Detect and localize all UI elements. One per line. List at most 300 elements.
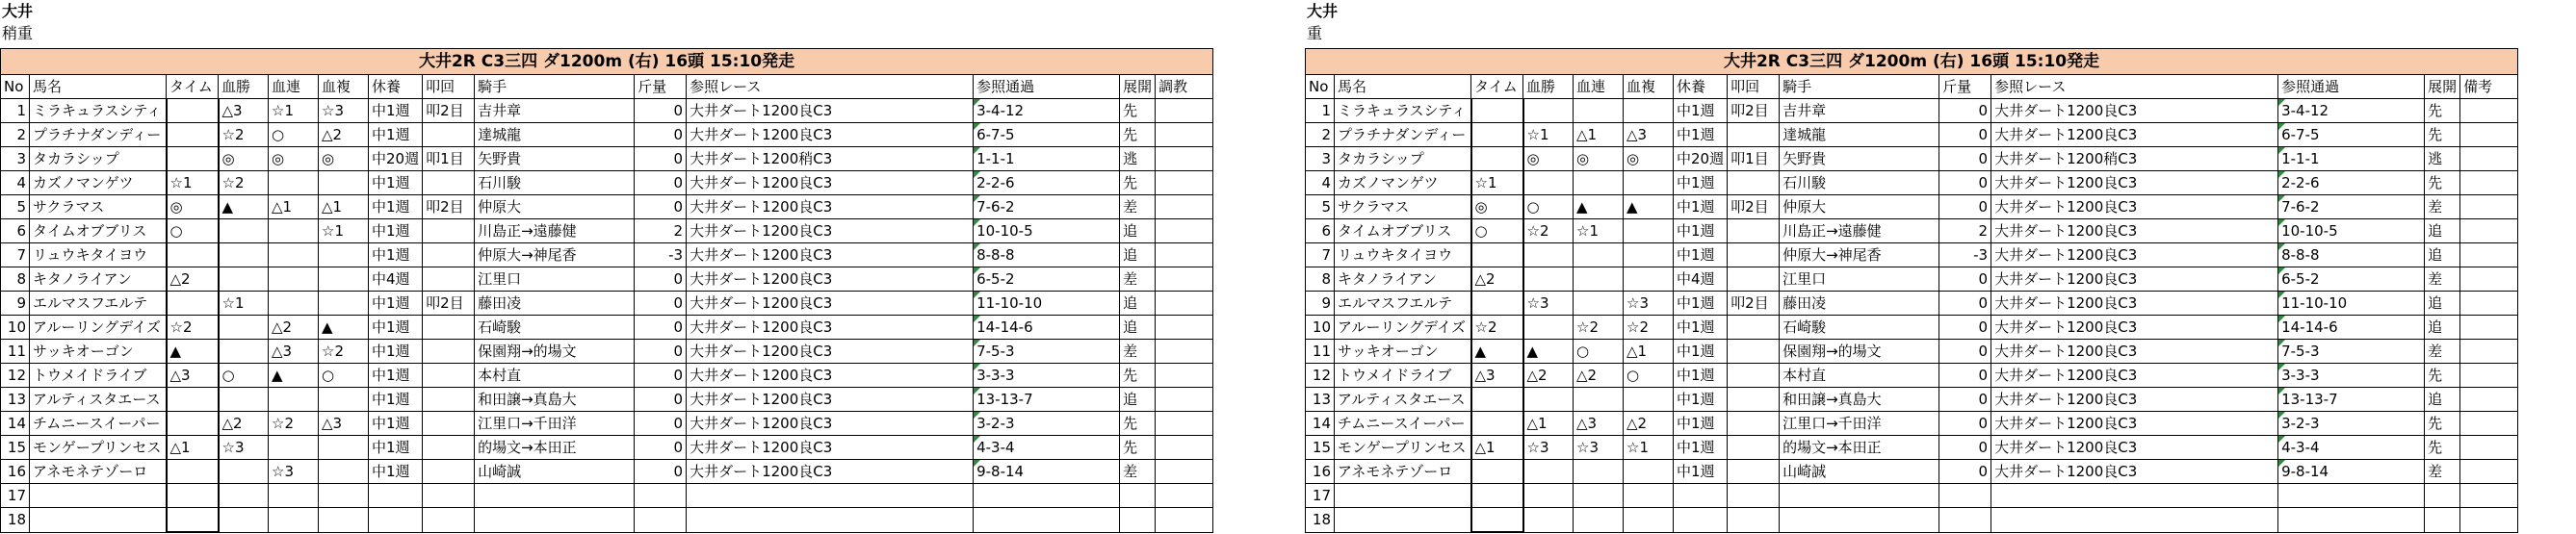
right-cell: 10-10-5: [2278, 219, 2425, 243]
right-cell: [1523, 243, 1574, 267]
right-cell: △2: [1523, 364, 1574, 388]
left-cell: [1156, 147, 1213, 171]
right-cell: ☆3: [1523, 292, 1574, 316]
left-column-header: 血勝: [219, 75, 269, 99]
right-track-condition: 重: [1307, 24, 1323, 42]
right-cell: 中1週: [1674, 243, 1728, 267]
right-cell: 叩2目: [1728, 195, 1780, 219]
left-cell: 4: [1, 171, 30, 195]
left-cell: 9-8-14: [974, 460, 1120, 484]
left-cell: [319, 436, 369, 460]
left-cell: 中1週: [369, 364, 423, 388]
right-column-header: 血連: [1574, 75, 1624, 99]
left-cell: 藤田凌: [475, 292, 635, 316]
right-cell: 大井ダート1200良C3: [1991, 123, 2278, 147]
left-cell: 山崎誠: [475, 460, 635, 484]
right-cell: [1574, 484, 1624, 508]
right-column-header: 斤量: [1939, 75, 1991, 99]
right-cell: 0: [1939, 99, 1991, 123]
right-cell: 大井ダート1200良C3: [1991, 99, 2278, 123]
left-cell: [423, 171, 475, 195]
left-cell: [1156, 460, 1213, 484]
right-cell: [2460, 388, 2518, 412]
left-cell: [319, 243, 369, 267]
right-cell: 11: [1306, 340, 1335, 364]
left-cell: [1156, 195, 1213, 219]
left-cell: [369, 484, 423, 508]
right-column-header-row: [1306, 75, 2518, 99]
right-cell: 大井ダート1200良C3: [1991, 436, 2278, 460]
right-cell: 大井ダート1200良C3: [1991, 267, 2278, 292]
left-cell: [30, 508, 167, 533]
left-cell: 中1週: [369, 460, 423, 484]
right-cell: 山崎誠: [1780, 460, 1939, 484]
right-cell: [2460, 267, 2518, 292]
right-cell: [1728, 508, 1780, 533]
left-cell: 先: [1120, 123, 1156, 147]
table-row: [1306, 460, 2518, 484]
right-cell: [2460, 243, 2518, 267]
right-cell: 0: [1939, 195, 1991, 219]
right-cell: アネモネテゾーロ: [1335, 460, 1471, 484]
right-cell: 追: [2425, 243, 2460, 267]
right-cell: ☆2: [1574, 316, 1624, 340]
right-cell: [1728, 267, 1780, 292]
left-column-header: 斤量: [635, 75, 687, 99]
left-cell: タカラシップ: [30, 147, 167, 171]
right-cell: 大井ダート1200良C3: [1991, 292, 2278, 316]
right-cell: 中1週: [1674, 171, 1728, 195]
right-cell: リュウキタイヨウ: [1335, 243, 1471, 267]
table-row: [1, 388, 1213, 412]
right-cell: -3: [1939, 243, 1991, 267]
left-cell: エルマスフエルテ: [30, 292, 167, 316]
right-cell: ○: [1523, 195, 1574, 219]
right-cell: 逃: [2425, 147, 2460, 171]
left-cell: 中1週: [369, 195, 423, 219]
right-cell: ☆1: [1471, 171, 1523, 195]
right-cell: アルティスタエース: [1335, 388, 1471, 412]
right-cell: 叩2目: [1728, 292, 1780, 316]
left-cell: ☆2: [319, 340, 369, 364]
left-cell: △3: [269, 340, 319, 364]
left-cell: 中1週: [369, 219, 423, 243]
right-cell: 差: [2425, 267, 2460, 292]
right-cell: [2425, 484, 2460, 508]
right-cell: △3: [1471, 364, 1523, 388]
left-cell: [1156, 340, 1213, 364]
right-cell: [1471, 99, 1523, 123]
left-cell: 矢野貴: [475, 147, 635, 171]
right-cell: 0: [1939, 460, 1991, 484]
right-cell: 中1週: [1674, 388, 1728, 412]
left-column-header-row: [1, 75, 1213, 99]
left-cell: キタノライアン: [30, 267, 167, 292]
left-cell: 中4週: [369, 267, 423, 292]
left-column-header: No: [1, 75, 30, 99]
left-cell: 14-14-6: [974, 316, 1120, 340]
right-column-header: 参照レース: [1991, 75, 2278, 99]
right-cell: [2460, 340, 2518, 364]
right-cell: 5: [1306, 195, 1335, 219]
left-cell: [1156, 123, 1213, 147]
left-cell: [269, 243, 319, 267]
table-row: [1306, 436, 2518, 460]
left-cell: 叩2目: [423, 99, 475, 123]
left-column-header: 参照通過: [974, 75, 1120, 99]
right-cell: 江里口: [1780, 267, 1939, 292]
left-cell: [1156, 267, 1213, 292]
right-cell: [2460, 436, 2518, 460]
left-cell: ◎: [319, 147, 369, 171]
left-cell: [269, 292, 319, 316]
left-cell: 保園翔→的場文: [475, 340, 635, 364]
table-row: [1306, 219, 2518, 243]
right-cell: 大井ダート1200良C3: [1991, 388, 2278, 412]
left-cell: [423, 364, 475, 388]
right-cell: ▲: [1574, 195, 1624, 219]
right-cell: 叩1目: [1728, 147, 1780, 171]
right-cell: 追: [2425, 292, 2460, 316]
right-cell: [1728, 316, 1780, 340]
table-row: [1306, 292, 2518, 316]
table-row: [1306, 267, 2518, 292]
right-cell: [2460, 484, 2518, 508]
right-cell: 中1週: [1674, 123, 1728, 147]
right-cell: 先: [2425, 123, 2460, 147]
left-cell: 追: [1120, 388, 1156, 412]
right-cell: 17: [1306, 484, 1335, 508]
left-cell: 1-1-1: [974, 147, 1120, 171]
right-cell: [1574, 99, 1624, 123]
left-column-header: 参照レース: [687, 75, 974, 99]
right-cell: 0: [1939, 292, 1991, 316]
left-cell: △3: [219, 99, 269, 123]
right-cell: 2: [1306, 123, 1335, 147]
left-cell: タイムオブブリス: [30, 219, 167, 243]
right-cell: [2278, 508, 2425, 533]
right-cell: ▲: [1523, 340, 1574, 364]
right-cell: [2460, 171, 2518, 195]
left-race-title: 大井2R C3三四 ダ1200m (右) 16頭 15:10発走: [1, 49, 1213, 75]
table-row: [1306, 99, 2518, 123]
right-cell: サクラマス: [1335, 195, 1471, 219]
left-cell: [219, 316, 269, 340]
left-cell: 中1週: [369, 436, 423, 460]
right-cell: 0: [1939, 388, 1991, 412]
right-cell: [1471, 147, 1523, 171]
table-row: [1306, 195, 2518, 219]
left-column-header: 馬名: [30, 75, 167, 99]
left-cell: △2: [269, 316, 319, 340]
right-cell: サッキオーゴン: [1335, 340, 1471, 364]
left-cell: ☆2: [219, 123, 269, 147]
right-cell: 大井ダート1200良C3: [1991, 316, 2278, 340]
left-cell: ○: [269, 123, 319, 147]
left-cell: 中1週: [369, 388, 423, 412]
right-cell: 7-5-3: [2278, 340, 2425, 364]
left-cell: [974, 508, 1120, 533]
left-cell: 4-3-4: [974, 436, 1120, 460]
left-cell: [319, 292, 369, 316]
left-cell: [30, 484, 167, 508]
left-cell: 0: [635, 292, 687, 316]
left-cell: [167, 388, 219, 412]
right-cell: 6: [1306, 219, 1335, 243]
left-cell: [219, 267, 269, 292]
table-row: [1306, 243, 2518, 267]
right-cell: [2460, 147, 2518, 171]
right-cell: ☆1: [1523, 123, 1574, 147]
left-cell: 大井ダート1200良C3: [687, 436, 974, 460]
table-row: [1, 171, 1213, 195]
left-cell: [319, 388, 369, 412]
right-cell: [1523, 508, 1574, 533]
right-cell: 15: [1306, 436, 1335, 460]
left-cell: 0: [635, 147, 687, 171]
right-cell: △3: [1624, 123, 1674, 147]
left-cell: [1156, 219, 1213, 243]
right-cell: 3-3-3: [2278, 364, 2425, 388]
left-cell: 18: [1, 508, 30, 533]
left-cell: [687, 508, 974, 533]
left-cell: 追: [1120, 243, 1156, 267]
right-cell: △1: [1574, 123, 1624, 147]
left-cell: 中1週: [369, 316, 423, 340]
right-cell: [1991, 484, 2278, 508]
right-cell: [1624, 243, 1674, 267]
left-cell: [1156, 508, 1213, 533]
left-cell: 中20週: [369, 147, 423, 171]
left-cell: 14: [1, 412, 30, 436]
left-cell: [369, 508, 423, 533]
right-column-header: 血複: [1624, 75, 1674, 99]
left-cell: [269, 508, 319, 533]
right-cell: 中1週: [1674, 436, 1728, 460]
right-cell: 0: [1939, 123, 1991, 147]
left-cell: 中1週: [369, 99, 423, 123]
left-cell: ○: [319, 364, 369, 388]
right-cell: 0: [1939, 147, 1991, 171]
left-cell: [167, 292, 219, 316]
table-row: [1306, 123, 2518, 147]
right-cell: 10: [1306, 316, 1335, 340]
left-cell: 5: [1, 195, 30, 219]
right-cell: [1728, 484, 1780, 508]
right-cell: ☆1: [1574, 219, 1624, 243]
right-cell: チムニースイーパー: [1335, 412, 1471, 436]
right-cell: カズノマンゲツ: [1335, 171, 1471, 195]
left-cell: リュウキタイヨウ: [30, 243, 167, 267]
right-cell: 18: [1306, 508, 1335, 533]
left-cell: アルーリングデイズ: [30, 316, 167, 340]
right-cell: [1624, 99, 1674, 123]
right-cell: 中1週: [1674, 460, 1728, 484]
right-cell: [1991, 508, 2278, 533]
left-column-header: 騎手: [475, 75, 635, 99]
left-cell: [269, 219, 319, 243]
right-cell: [1728, 171, 1780, 195]
left-cell: サッキオーゴン: [30, 340, 167, 364]
right-cell: [1471, 508, 1523, 533]
right-cell: 大井ダート1200良C3: [1991, 243, 2278, 267]
table-row: [1, 267, 1213, 292]
left-cell: ☆2: [219, 171, 269, 195]
right-venue: 大井: [1307, 2, 1339, 20]
left-cell: [269, 484, 319, 508]
left-cell: 大井ダート1200良C3: [687, 364, 974, 388]
right-column-header: 展開: [2425, 75, 2460, 99]
right-cell: ☆3: [1523, 436, 1574, 460]
table-row: [1306, 388, 2518, 412]
right-cell: 江里口→千田洋: [1780, 412, 1939, 436]
left-cell: 大井ダート1200良C3: [687, 243, 974, 267]
right-cell: [1523, 267, 1574, 292]
right-cell: 11-10-10: [2278, 292, 2425, 316]
left-cell: 先: [1120, 364, 1156, 388]
right-cell: [1335, 508, 1471, 533]
left-cell: ☆3: [319, 99, 369, 123]
right-cell: 3-4-12: [2278, 99, 2425, 123]
right-cell: [1728, 123, 1780, 147]
right-cell: 中1週: [1674, 195, 1728, 219]
right-cell: 大井ダート1200稍C3: [1991, 147, 2278, 171]
left-cell: 仲原大: [475, 195, 635, 219]
right-cell: △2: [1471, 267, 1523, 292]
right-cell: ◎: [1471, 195, 1523, 219]
left-cell: 0: [635, 412, 687, 436]
left-cell: 吉井章: [475, 99, 635, 123]
right-cell: 保園翔→的場文: [1780, 340, 1939, 364]
left-cell: [167, 508, 219, 533]
left-cell: [423, 460, 475, 484]
right-cell: [1674, 508, 1728, 533]
right-cell: モンゲープリンセス: [1335, 436, 1471, 460]
right-cell: 大井ダート1200良C3: [1991, 195, 2278, 219]
left-cell: 0: [635, 388, 687, 412]
left-cell: △2: [167, 267, 219, 292]
right-cell: ▲: [1471, 340, 1523, 364]
left-cell: [219, 484, 269, 508]
left-cell: [167, 412, 219, 436]
table-row: [1, 460, 1213, 484]
left-cell: ☆1: [219, 292, 269, 316]
right-cell: [1624, 219, 1674, 243]
left-cell: [269, 171, 319, 195]
right-cell: 大井ダート1200良C3: [1991, 364, 2278, 388]
right-cell: エルマスフエルテ: [1335, 292, 1471, 316]
left-cell: 先: [1120, 99, 1156, 123]
right-cell: [2425, 508, 2460, 533]
left-cell: 2: [635, 219, 687, 243]
left-cell: [319, 171, 369, 195]
left-cell: 本村直: [475, 364, 635, 388]
right-cell: 0: [1939, 364, 1991, 388]
right-cell: △1: [1471, 436, 1523, 460]
left-cell: [423, 123, 475, 147]
left-cell: 13: [1, 388, 30, 412]
left-cell: 差: [1120, 340, 1156, 364]
left-cell: △2: [319, 123, 369, 147]
right-cell: アルーリングデイズ: [1335, 316, 1471, 340]
table-row: [1306, 340, 2518, 364]
right-cell: 大井ダート1200良C3: [1991, 171, 2278, 195]
right-cell: 吉井章: [1780, 99, 1939, 123]
right-cell: 6-7-5: [2278, 123, 2425, 147]
right-cell: トウメイドライブ: [1335, 364, 1471, 388]
right-cell: [1728, 364, 1780, 388]
right-cell: ☆1: [1624, 436, 1674, 460]
left-cell: ☆1: [319, 219, 369, 243]
left-cell: 中1週: [369, 412, 423, 436]
left-column-header: 血複: [319, 75, 369, 99]
right-cell: 中1週: [1674, 364, 1728, 388]
left-cell: 3: [1, 147, 30, 171]
left-venue: 大井: [2, 2, 34, 20]
table-row: [1306, 147, 2518, 171]
left-cell: ☆1: [167, 171, 219, 195]
left-cell: [475, 508, 635, 533]
right-cell: 中1週: [1674, 412, 1728, 436]
right-cell: 追: [2425, 388, 2460, 412]
left-cell: 7-5-3: [974, 340, 1120, 364]
right-column-header: 馬名: [1335, 75, 1471, 99]
left-cell: △1: [167, 436, 219, 460]
right-cell: プラチナダンディー: [1335, 123, 1471, 147]
left-cell: 0: [635, 267, 687, 292]
left-cell: 差: [1120, 460, 1156, 484]
left-cell: [475, 484, 635, 508]
right-cell: [1523, 316, 1574, 340]
right-cell: 大井ダート1200良C3: [1991, 340, 2278, 364]
left-cell: ▲: [269, 364, 319, 388]
left-cell: 追: [1120, 316, 1156, 340]
right-cell: 大井ダート1200良C3: [1991, 412, 2278, 436]
right-cell: 中1週: [1674, 316, 1728, 340]
right-column-header: 休養: [1674, 75, 1728, 99]
left-cell: [1156, 243, 1213, 267]
left-cell: ○: [219, 364, 269, 388]
right-cell: [1728, 412, 1780, 436]
right-cell: 14-14-6: [2278, 316, 2425, 340]
left-cell: 0: [635, 316, 687, 340]
left-cell: [1156, 436, 1213, 460]
left-cell: 3-2-3: [974, 412, 1120, 436]
right-column-header: 騎手: [1780, 75, 1939, 99]
right-cell: [1624, 267, 1674, 292]
right-cell: 達城龍: [1780, 123, 1939, 147]
right-cell: 8: [1306, 267, 1335, 292]
left-cell: 13-13-7: [974, 388, 1120, 412]
right-cell: ○: [1471, 219, 1523, 243]
right-cell: ◎: [1624, 147, 1674, 171]
left-cell: 15: [1, 436, 30, 460]
left-race-table-panel: [0, 48, 1213, 533]
right-column-header: タイム: [1471, 75, 1523, 99]
left-cell: 追: [1120, 292, 1156, 316]
right-cell: △2: [1624, 412, 1674, 436]
left-cell: 大井ダート1200良C3: [687, 99, 974, 123]
left-cell: [1120, 508, 1156, 533]
left-cell: 9: [1, 292, 30, 316]
table-row: [1, 219, 1213, 243]
right-cell: ◎: [1574, 147, 1624, 171]
table-row: [1, 484, 1213, 508]
right-cell: 的場文→本田正: [1780, 436, 1939, 460]
right-cell: タカラシップ: [1335, 147, 1471, 171]
left-cell: [1156, 364, 1213, 388]
left-cell: [219, 340, 269, 364]
